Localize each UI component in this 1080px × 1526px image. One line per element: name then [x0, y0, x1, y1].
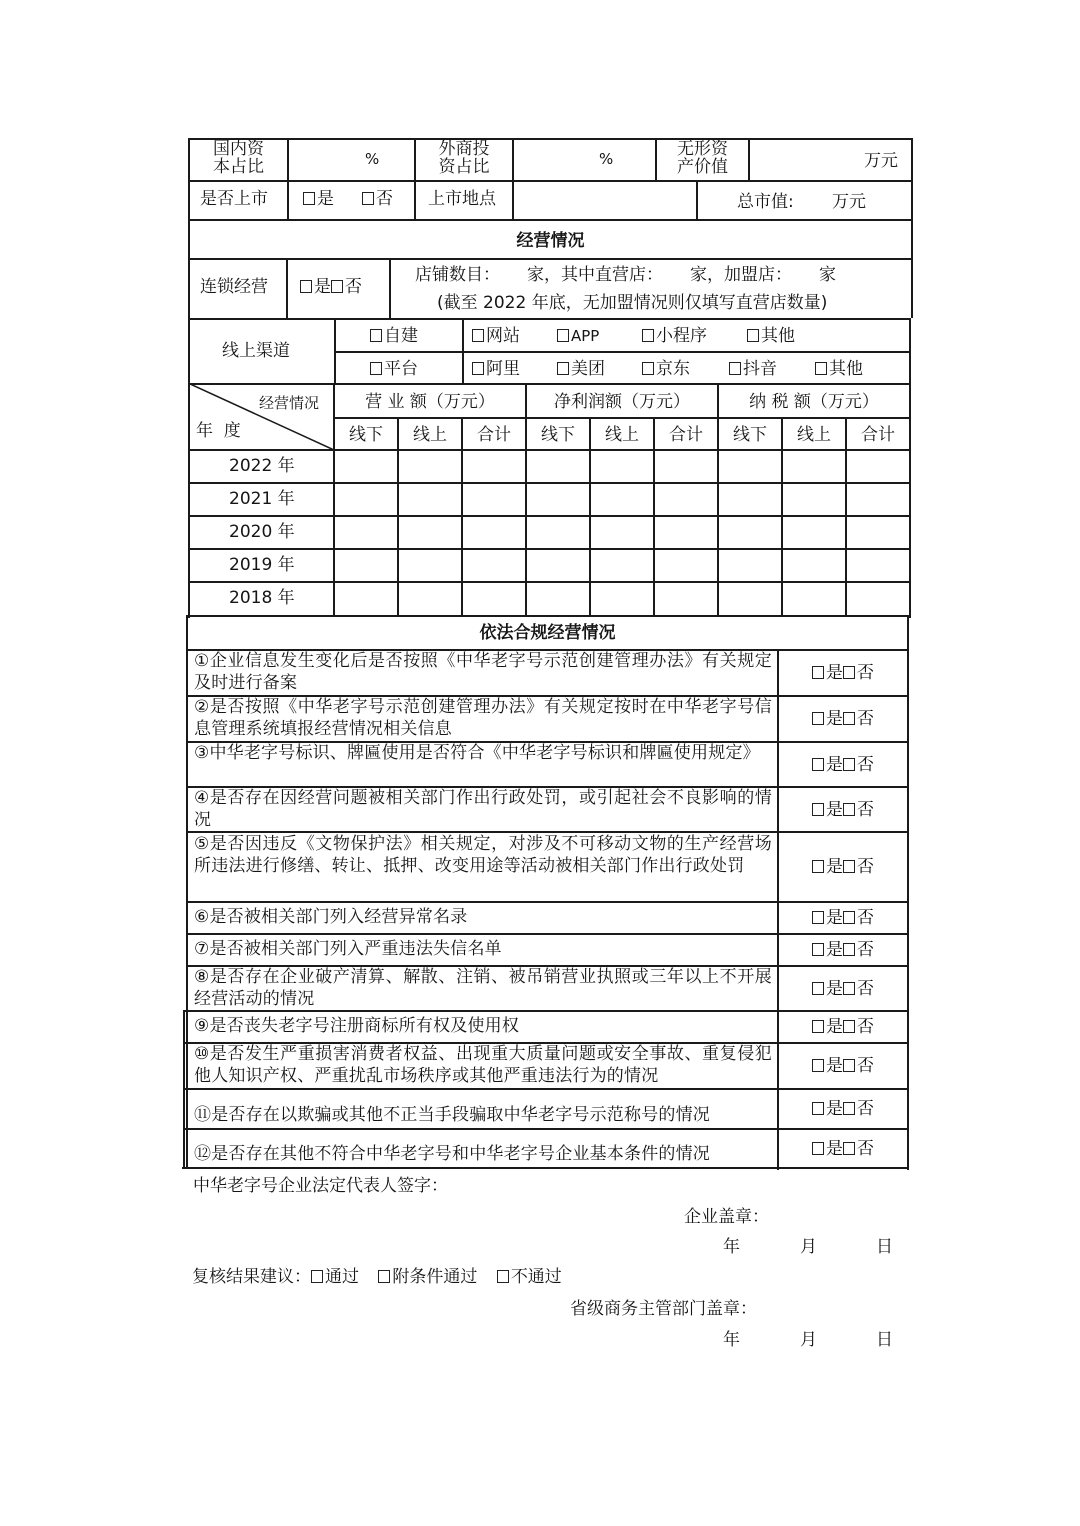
financial-input-cell[interactable] [783, 517, 845, 548]
financial-input-cell[interactable] [463, 517, 525, 548]
compliance-question: ①企业信息发生变化后是否按照《中华老字号示范创建管理办法》有关规定及时进行备案 [194, 651, 772, 693]
financial-input-cell[interactable] [719, 451, 781, 482]
checkbox-icon[interactable] [812, 911, 824, 924]
yes-label: 是 [826, 1139, 843, 1159]
listed-yes-option[interactable] [303, 189, 334, 209]
listing-location-label: 上市地点 [428, 189, 496, 209]
compliance-yes-no [779, 663, 907, 683]
col-divider [286, 258, 288, 318]
subcolumn-header: 合计 [477, 425, 511, 445]
checkbox-icon[interactable] [311, 1270, 323, 1283]
checkbox-icon[interactable] [815, 362, 827, 375]
checkbox-icon[interactable] [843, 1059, 855, 1072]
checkbox-icon[interactable] [812, 860, 824, 873]
market-value-unit: 万元 [832, 192, 866, 212]
no-label: 否 [857, 857, 874, 877]
checkbox-icon[interactable] [812, 1142, 824, 1155]
yes-label: 是 [826, 940, 843, 960]
checkbox-icon[interactable] [843, 1142, 855, 1155]
checkbox-icon[interactable] [843, 1020, 855, 1033]
checkbox-icon[interactable] [843, 712, 855, 725]
group-header-profit: 净利润额（万元） [554, 392, 690, 412]
company-seal-label: 企业盖章： [684, 1207, 769, 1227]
yes-label: 是 [826, 857, 843, 877]
option-label: 小程序 [656, 326, 707, 346]
compliance-question: ⑥是否被相关部门列入经营异常名录 [194, 907, 468, 927]
year-label: 2020 年 [229, 522, 295, 542]
financial-input-cell[interactable] [655, 451, 717, 482]
col-divider [512, 138, 514, 220]
financial-input-cell[interactable] [463, 484, 525, 515]
financial-input-cell[interactable] [335, 583, 397, 615]
financial-input-cell[interactable] [335, 451, 397, 482]
date-day-2: 日 [876, 1330, 893, 1350]
option-label: 京东 [656, 359, 690, 379]
compliance-yes-no [779, 857, 907, 877]
col-divider [414, 138, 416, 220]
yes-label: 是 [826, 1099, 843, 1119]
checkbox-icon[interactable] [378, 1270, 390, 1283]
online-channel-label: 线上渠道 [222, 341, 290, 361]
financial-input-cell[interactable] [655, 517, 717, 548]
row-divider [184, 1010, 909, 1012]
no-label: 否 [857, 709, 874, 729]
store-count-line: 店铺数目： 家，其中直营店： 家，加盟店： 家 [415, 265, 837, 285]
compliance-question: ③中华老字号标识、牌匾使用是否符合《中华老字号标识和牌匾使用规定》 [194, 743, 760, 763]
compliance-yes-no [779, 1056, 907, 1076]
no-label: 否 [857, 1056, 874, 1076]
table-border-right [911, 138, 913, 318]
checkbox-icon[interactable] [497, 1270, 509, 1283]
date-year-1: 年 [723, 1237, 740, 1257]
review-pass-option[interactable] [311, 1267, 359, 1287]
checkbox-icon[interactable] [843, 911, 855, 924]
checkbox-icon[interactable] [331, 280, 343, 293]
self-built-other-option[interactable] [747, 326, 795, 346]
review-conditional-option[interactable] [378, 1267, 477, 1287]
chain-no-label: 否 [345, 277, 362, 297]
subcolumn-header: 线上 [797, 425, 831, 445]
financial-input-cell[interactable] [719, 484, 781, 515]
option-label: 通过 [325, 1267, 359, 1287]
operations-section-title: 经营情况 [516, 231, 585, 251]
corner-header-top: 经营情况 [259, 394, 320, 412]
checkbox-icon[interactable] [747, 329, 759, 342]
yes-label: 是 [826, 1017, 843, 1037]
financial-input-cell[interactable] [719, 517, 781, 548]
self-built-website-option[interactable] [472, 326, 520, 346]
foreign-investment-unit: % [599, 150, 614, 168]
subcolumn-header: 合计 [861, 425, 895, 445]
checkbox-icon[interactable] [729, 362, 741, 375]
row-divider [188, 258, 913, 260]
no-label: 否 [857, 663, 874, 683]
intangible-assets-unit: 万元 [864, 151, 898, 171]
group-header-tax: 纳 税 额（万元） [749, 392, 879, 412]
year-label: 2018 年 [229, 588, 295, 608]
financial-input-cell[interactable] [783, 484, 845, 515]
financial-input-cell[interactable] [783, 451, 845, 482]
platform-label: 平台 [384, 359, 418, 379]
financial-input-cell[interactable] [847, 517, 909, 548]
row-divider [334, 417, 911, 419]
financial-input-cell[interactable] [719, 583, 781, 615]
financial-input-cell[interactable] [847, 583, 909, 615]
subcolumn-header: 线上 [413, 425, 447, 445]
checkbox-icon[interactable] [642, 329, 654, 342]
checkbox-icon[interactable] [812, 666, 824, 679]
financial-input-cell[interactable] [591, 484, 653, 515]
table-border-left [183, 1010, 185, 1169]
self-built-miniprogram-option[interactable] [642, 326, 707, 346]
financial-input-cell[interactable] [591, 550, 653, 581]
compliance-yes-no [779, 1099, 907, 1119]
checkbox-icon[interactable] [370, 362, 382, 375]
option-label: APP [571, 327, 600, 345]
checkbox-icon[interactable] [843, 860, 855, 873]
financial-input-cell[interactable] [719, 550, 781, 581]
no-label: 否 [857, 800, 874, 820]
chain-label: 连锁经营 [200, 277, 268, 297]
financial-input-cell[interactable] [655, 484, 717, 515]
self-built-app-option[interactable] [557, 326, 599, 346]
row-divider [186, 615, 911, 617]
date-day-1: 日 [876, 1237, 893, 1257]
chain-yes-label: 是 [314, 277, 331, 297]
option-label: 不通过 [510, 1267, 562, 1287]
financial-input-cell[interactable] [335, 484, 397, 515]
financial-input-cell[interactable] [847, 451, 909, 482]
financial-input-cell[interactable] [463, 583, 525, 615]
yes-label: 是 [826, 755, 843, 775]
platform-other-option[interactable] [815, 359, 863, 379]
financial-input-cell[interactable] [655, 550, 717, 581]
col-divider [696, 180, 698, 220]
checkbox-icon[interactable] [472, 329, 484, 342]
option-label: 美团 [571, 359, 605, 379]
listed-no-option[interactable] [362, 189, 393, 209]
checkbox-icon[interactable] [557, 362, 569, 375]
checkbox-icon[interactable] [812, 1059, 824, 1072]
provincial-seal-label: 省级商务主管部门盖章： [570, 1299, 757, 1319]
compliance-section-title: 依法合规经营情况 [479, 623, 616, 643]
yes-label: 是 [826, 800, 843, 820]
financial-input-cell[interactable] [335, 517, 397, 548]
checkbox-icon[interactable] [557, 329, 569, 342]
compliance-question: ⑦是否被相关部门列入严重违法失信名单 [194, 939, 502, 959]
listing-location-field[interactable] [515, 182, 695, 219]
listed-yes-label: 是 [317, 189, 334, 209]
financial-input-cell[interactable] [527, 484, 589, 515]
financial-input-cell[interactable] [591, 583, 653, 615]
platform-meituan-option[interactable] [557, 359, 605, 379]
financial-input-cell[interactable] [847, 484, 909, 515]
col-divider [389, 258, 391, 318]
compliance-question: ⑩是否发生严重损害消费者权益、出现重大质量问题或安全事故、重复侵犯他人知识产权、严重扰乱市场秩序或其他严重违法行为的情况 [194, 1044, 772, 1086]
table-border-right [907, 615, 909, 1170]
year-label: 2021 年 [229, 489, 295, 509]
financial-input-cell[interactable] [399, 484, 461, 515]
checkbox-icon[interactable] [843, 982, 855, 995]
financial-input-cell[interactable] [527, 583, 589, 615]
no-label: 否 [857, 940, 874, 960]
checkbox-icon[interactable] [642, 362, 654, 375]
yes-label: 是 [826, 908, 843, 928]
no-label: 否 [857, 1139, 874, 1159]
row-divider [186, 933, 909, 935]
self-built-label: 自建 [384, 326, 418, 346]
checkbox-icon[interactable] [843, 1102, 855, 1115]
date-month-2: 月 [800, 1330, 817, 1350]
platform-ali-option[interactable] [472, 359, 520, 379]
platform-douyin-option[interactable] [729, 359, 777, 379]
financial-input-cell[interactable] [463, 451, 525, 482]
subcolumn-header: 线下 [349, 425, 383, 445]
year-label: 2019 年 [229, 555, 295, 575]
col-divider [287, 138, 289, 220]
checkbox-icon[interactable] [812, 712, 824, 725]
checkbox-icon[interactable] [812, 1020, 824, 1033]
row-divider [188, 219, 913, 221]
col-divider [748, 138, 750, 180]
checkbox-icon[interactable] [843, 943, 855, 956]
option-label: 附条件通过 [392, 1267, 478, 1287]
financial-input-cell[interactable] [783, 583, 845, 615]
chain-options [300, 277, 362, 297]
financial-input-cell[interactable] [399, 451, 461, 482]
intangible-assets-label: 无形资 产价值 [677, 139, 728, 177]
compliance-question: ②是否按照《中华老字号示范创建管理办法》有关规定按时在中华老字号信息管理系统填报经营情况相关信息 [194, 697, 772, 739]
no-label: 否 [857, 1017, 874, 1037]
compliance-question: ⑫是否存在其他不符合中华老字号和中华老字号企业基本条件的情况 [194, 1144, 710, 1164]
financial-input-cell[interactable] [591, 517, 653, 548]
group-header-revenue: 营 业 额（万元） [365, 392, 495, 412]
col-divider [655, 138, 657, 180]
checkbox-icon[interactable] [812, 982, 824, 995]
platform-option[interactable] [370, 359, 418, 379]
row-divider [184, 1088, 909, 1090]
compliance-yes-no [779, 755, 907, 775]
row-divider [188, 318, 911, 320]
checkbox-icon[interactable] [812, 758, 824, 771]
checkbox-icon[interactable] [472, 362, 484, 375]
yes-label: 是 [826, 1056, 843, 1076]
compliance-yes-no [779, 940, 907, 960]
option-label: 网站 [486, 326, 520, 346]
domestic-capital-unit: % [365, 150, 380, 168]
option-label: 其他 [761, 326, 795, 346]
no-label: 否 [857, 979, 874, 999]
checkbox-icon[interactable] [300, 280, 312, 293]
financial-input-cell[interactable] [527, 451, 589, 482]
year-label: 2022 年 [229, 456, 295, 476]
row-divider [184, 1128, 909, 1130]
financial-input-cell[interactable] [527, 550, 589, 581]
yes-label: 是 [826, 663, 843, 683]
checkbox-icon[interactable] [812, 1102, 824, 1115]
checkbox-icon[interactable] [843, 758, 855, 771]
table-border-bottom [182, 1167, 909, 1169]
option-label: 其他 [829, 359, 863, 379]
compliance-question: ⑪是否存在以欺骗或其他不正当手段骗取中华老字号示范称号的情况 [194, 1105, 710, 1125]
financial-input-cell[interactable] [399, 517, 461, 548]
financial-input-cell[interactable] [783, 550, 845, 581]
checkbox-icon[interactable] [812, 803, 824, 816]
review-fail-option[interactable] [497, 1267, 562, 1287]
market-value-label: 总市值: [737, 192, 794, 212]
date-year-2: 年 [723, 1330, 740, 1350]
listed-no-label: 否 [376, 189, 393, 209]
compliance-yes-no [779, 908, 907, 928]
checkbox-icon[interactable] [370, 329, 382, 342]
legal-rep-signature-label: 中华老字号企业法定代表人签字： [193, 1176, 448, 1196]
subcolumn-header: 线下 [541, 425, 575, 445]
foreign-investment-label: 外商投 资占比 [438, 139, 490, 177]
financial-input-cell[interactable] [463, 550, 525, 581]
compliance-question: ④是否存在因经营问题被相关部门作出行政处罚，或引起社会不良影响的情况 [194, 788, 772, 830]
compliance-question: ⑧是否存在企业破产清算、解散、注销、被吊销营业执照或三年以上不开展经营活动的情况 [194, 967, 772, 1009]
subcolumn-header: 线上 [605, 425, 639, 445]
checkbox-icon[interactable] [362, 192, 374, 205]
checkbox-icon[interactable] [812, 943, 824, 956]
table-border-left [188, 138, 190, 618]
corner-header-bottom: 年 度 [196, 421, 241, 441]
intangible-assets-field[interactable] [751, 140, 909, 180]
compliance-yes-no [779, 1017, 907, 1037]
no-label: 否 [857, 908, 874, 928]
domestic-capital-label: 国内资 本占比 [213, 139, 264, 177]
financial-input-cell[interactable] [399, 583, 461, 615]
compliance-yes-no [779, 1139, 907, 1159]
foreign-investment-field[interactable] [515, 140, 653, 180]
row-divider [334, 351, 911, 353]
self-built-option[interactable] [370, 326, 418, 346]
date-month-1: 月 [800, 1237, 817, 1257]
review-suggestion [192, 1267, 562, 1287]
subcolumn-header: 合计 [669, 425, 703, 445]
checkbox-icon[interactable] [843, 803, 855, 816]
table-border-left [186, 615, 188, 1167]
financial-input-cell[interactable] [335, 550, 397, 581]
platform-jd-option[interactable] [642, 359, 690, 379]
compliance-yes-no [779, 709, 907, 729]
domestic-capital-field[interactable] [290, 140, 412, 180]
financial-input-cell[interactable] [527, 517, 589, 548]
option-label: 阿里 [486, 359, 520, 379]
checkbox-icon[interactable] [843, 666, 855, 679]
financial-input-cell[interactable] [591, 451, 653, 482]
subcolumn-header: 线下 [733, 425, 767, 445]
yes-label: 是 [826, 979, 843, 999]
no-label: 否 [857, 1099, 874, 1119]
checkbox-icon[interactable] [303, 192, 315, 205]
store-count-note: (截至 2022 年底，无加盟情况则仅填写直营店数量) [437, 293, 828, 313]
review-label: 复核结果建议： [192, 1267, 311, 1287]
financial-input-cell[interactable] [847, 550, 909, 581]
listed-label: 是否上市 [200, 189, 268, 209]
financial-input-cell[interactable] [655, 583, 717, 615]
financial-input-cell[interactable] [399, 550, 461, 581]
no-label: 否 [857, 755, 874, 775]
compliance-question: ⑤是否因违反《文物保护法》相关规定，对涉及不可移动文物的生产经营场所违法进行修缮、转让、抵押、改变用途等活动被相关部门作出行政处罚 [194, 834, 772, 876]
yes-label: 是 [826, 709, 843, 729]
compliance-question: ⑨是否丧失老字号注册商标所有权及使用权 [194, 1016, 520, 1036]
row-divider [186, 901, 909, 903]
option-label: 抖音 [743, 359, 777, 379]
compliance-yes-no [779, 800, 907, 820]
compliance-yes-no [779, 979, 907, 999]
